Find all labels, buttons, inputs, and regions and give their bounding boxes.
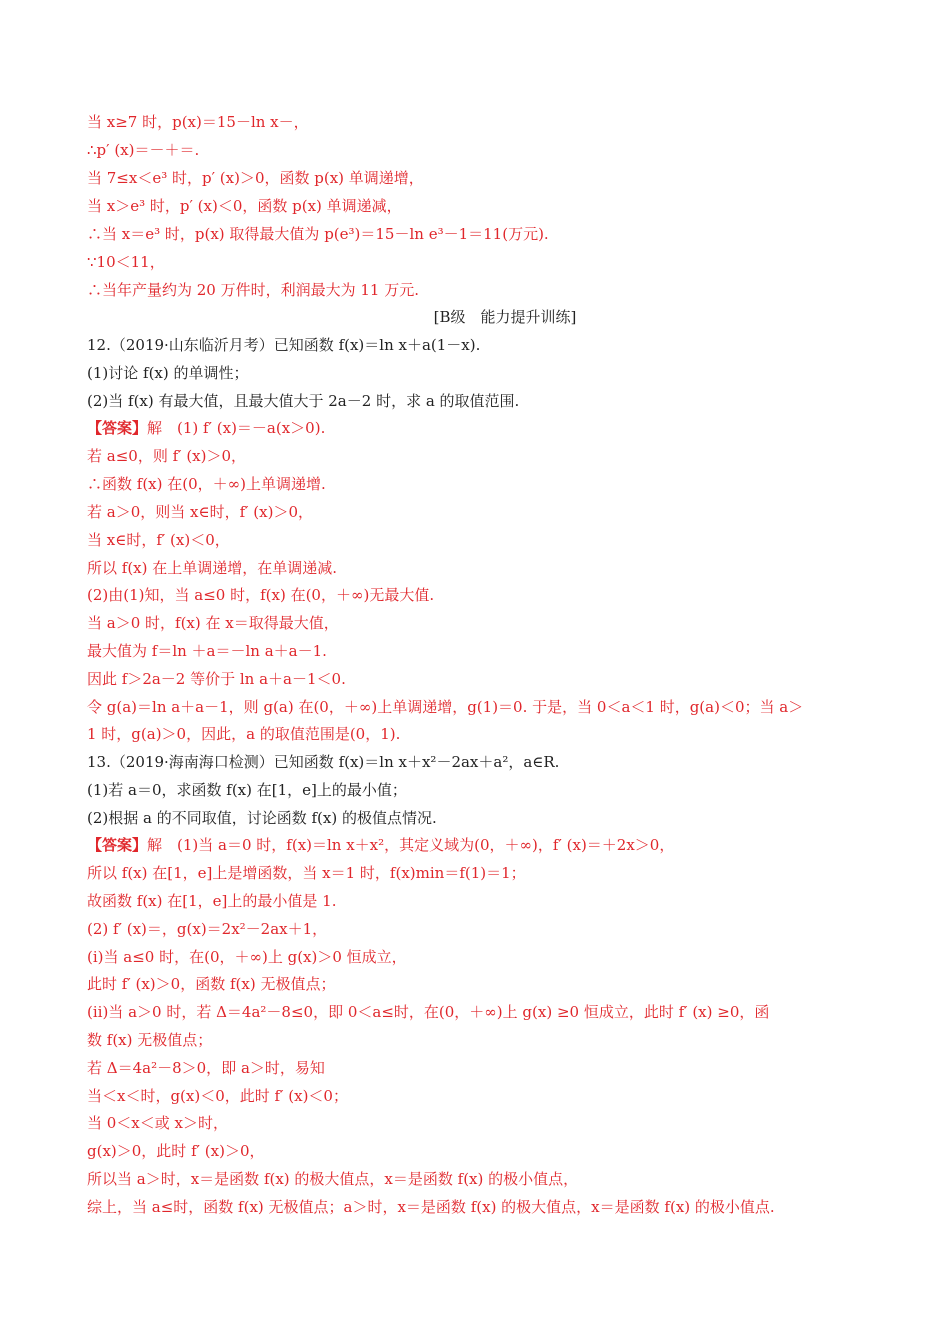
q13-answer-line: 综上，当 a≤时，函数 f(x) 无极值点；a＞时，x＝是函数 f(x) 的极大值点，x＝是函数 f(x) 的极小值点. — [87, 1198, 775, 1216]
q12-answer-line: 当 a＞0 时，f(x) 在 x＝取得最大值， — [87, 614, 339, 632]
solution-line: 当 x≥7 时，p(x)＝15－ln x－， — [87, 113, 309, 131]
q13-answer-line: (ⅰ)当 a≤0 时，在(0，＋∞)上 g(x)＞0 恒成立， — [87, 948, 407, 966]
answer-tag: 【答案】 — [87, 836, 148, 854]
q13-answer-first — [87, 835, 867, 855]
q12-answer-line: 若 a≤0，则 f′ (x)＞0， — [87, 447, 247, 465]
q12-answer-line: 当 x∈时，f′ (x)＜0， — [87, 531, 230, 549]
q12-part2: (2)当 f(x) 有最大值，且最大值大于 2a－2 时，求 a 的取值范围. — [87, 392, 520, 410]
q13-answer-line: 所以当 a＞时，x＝是函数 f(x) 的极大值点，x＝是函数 f(x) 的极小值点， — [87, 1170, 579, 1188]
answer-text: 解 (1) f′ (x)＝－a(x＞0). — [147, 419, 326, 437]
q12-answer-line: ∴函数 f(x) 在(0，＋∞)上单调递增. — [87, 475, 326, 493]
q13-answer-line: 此时 f′ (x)＞0，函数 f(x) 无极值点； — [87, 975, 336, 993]
q12-answer-line: 若 a＞0，则当 x∈时，f′ (x)＞0， — [87, 503, 314, 521]
q13-answer-line: 当＜x＜时，g(x)＜0，此时 f′ (x)＜0； — [87, 1087, 348, 1105]
solution-line: ∴p′ (x)＝－＋＝. — [87, 141, 200, 159]
solution-line: 当 7≤x＜e³ 时，p′ (x)＞0，函数 p(x) 单调递增， — [87, 169, 424, 187]
q12-answer-line: 因此 f＞2a－2 等价于 ln a＋a－1＜0. — [87, 670, 346, 688]
solution-line: ∴当 x＝e³ 时，p(x) 取得最大值为 p(e³)＝15－ln e³－1＝11(万元). — [87, 225, 549, 243]
q12-part1: (1)讨论 f(x) 的单调性； — [87, 364, 249, 382]
q12-answer-line: 令 g(a)＝ln a＋a－1，则 g(a) 在(0，＋∞)上单调递增，g(1)＝0. 于是，当 0＜a＜1 时，g(a)＜0；当 a＞ — [87, 698, 804, 716]
q12-answer-line: 所以 f(x) 在上单调递增，在单调递减. — [87, 559, 338, 577]
q13-answer-line: 数 f(x) 无极值点； — [87, 1031, 213, 1049]
answer-text: 解 (1)当 a＝0 时，f(x)＝ln x＋x²，其定义域为(0，＋∞)，f′ (x)＝＋2x＞0， — [147, 836, 675, 854]
section-header-text: [B级 能力提升训练] — [433, 308, 577, 326]
q13-answer-line: 故函数 f(x) 在[1，e]上的最小值是 1. — [87, 892, 337, 910]
q13-answer-line: g(x)＞0，此时 f′ (x)＞0， — [87, 1142, 265, 1160]
q12-answer-line: (2)由(1)知，当 a≤0 时，f(x) 在(0，＋∞)无最大值. — [87, 586, 435, 604]
q13-part2: (2)根据 a 的不同取值，讨论函数 f(x) 的极值点情况. — [87, 809, 437, 827]
answer-tag: 【答案】 — [87, 419, 148, 437]
q12-answer-line: 1 时，g(a)＞0，因此，a 的取值范围是(0，1). — [87, 725, 401, 743]
q13-answer-line: 若 Δ＝4a²－8＞0，即 a＞时，易知 — [87, 1059, 325, 1077]
q12-answer-first — [87, 418, 867, 438]
q12-answer-line: 最大值为 f＝ln ＋a＝－ln a＋a－1. — [87, 642, 327, 660]
solution-line: 当 x＞e³ 时，p′ (x)＜0，函数 p(x) 单调递减， — [87, 197, 402, 215]
q12-stem: 12.（2019·山东临沂月考）已知函数 f(x)＝ln x＋a(1－x). — [87, 336, 481, 354]
q13-answer-line: (ⅱ)当 a＞0 时，若 Δ＝4a²－8≤0，即 0＜a≤时，在(0，＋∞)上 g(x) ≥0 恒成立，此时 f′ (x) ≥0，函 — [87, 1003, 770, 1021]
q13-stem: 13.（2019·海南海口检测）已知函数 f(x)＝ln x＋x²－2ax＋a²，a∈R. — [87, 753, 560, 771]
q13-answer-line: (2) f′ (x)＝，g(x)＝2x²－2ax＋1， — [87, 920, 328, 938]
q13-answer-line: 所以 f(x) 在[1，e]上是增函数，当 x＝1 时，f(x)min＝f(1)＝1； — [87, 864, 526, 882]
q13-part1: (1)若 a＝0，求函数 f(x) 在[1，e]上的最小值； — [87, 781, 407, 799]
solution-line: ∴当年产量约为 20 万件时，利润最大为 11 万元. — [87, 281, 420, 299]
section-header — [0, 307, 950, 327]
q13-answer-line: 当 0＜x＜或 x＞时， — [87, 1114, 228, 1132]
solution-line: ∵10＜11， — [87, 253, 165, 271]
